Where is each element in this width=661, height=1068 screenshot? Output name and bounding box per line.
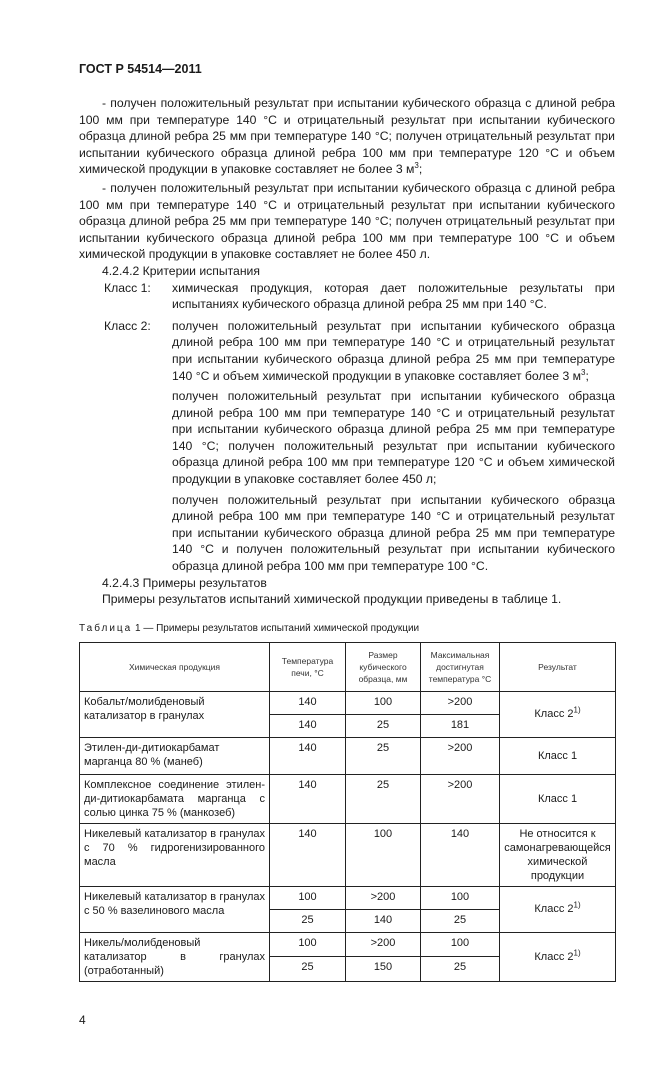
- result-text: Класс 2: [534, 950, 574, 963]
- table-row: [80, 886, 616, 909]
- class-label: Класс 1:: [104, 280, 151, 295]
- text: ;: [585, 368, 589, 383]
- header-cell: Максимальная достигнутая температура °С: [421, 642, 500, 691]
- table-row: [80, 691, 616, 714]
- result-cell: [500, 737, 616, 774]
- caption-word: Таблица: [79, 622, 133, 634]
- oven-temp-cell: 100: [270, 886, 346, 909]
- sample-size-cell: 25: [346, 714, 421, 737]
- product-cell: Этилен-ди-дитиокарбамат марганца 80 % (манеб): [80, 737, 270, 774]
- header-cell: Химическая продукция: [80, 642, 270, 691]
- sample-size-cell: 100: [346, 691, 421, 714]
- result-cell: [500, 932, 616, 981]
- table-row: [80, 737, 616, 774]
- table-row: [80, 823, 616, 886]
- oven-temp-cell: 100: [270, 932, 346, 957]
- max-temp-cell: 100: [421, 886, 500, 909]
- sample-size-cell: 150: [346, 957, 421, 982]
- table-row: [80, 774, 616, 823]
- result-cell: [500, 774, 616, 823]
- superscript: 3: [581, 367, 586, 377]
- max-temp-cell: 25: [421, 909, 500, 932]
- table-row: [80, 932, 616, 957]
- section-heading-4-2-4-2: 4.2.4.2 Критерии испытания: [102, 263, 260, 278]
- result-text: Класс 2: [534, 903, 574, 916]
- max-temp-cell: 181: [421, 714, 500, 737]
- class-text: [172, 318, 615, 384]
- caption-text: 1 — Примеры результатов испытаний химической продукции: [132, 622, 420, 634]
- max-temp-cell: >200: [421, 691, 500, 714]
- paragraph-2: - получен положительный результат при испытании кубического образца с длиной ребра 100 мм при температуре 140 °С и отрицательный результат при испытании кубического образца длиной ребра 25 мм при температуре 140 °С; получен отрицательный результат при испытании кубического образца длиной ребра 100 мм при температуре 100 °С и объем химической продукции в упаковке составляет не более 450 л.: [79, 180, 615, 262]
- class-text: химическая продукция, которая дает положительные результаты при испытаниях кубического образца длиной ребра 25 мм при 140 °С.: [172, 280, 615, 312]
- table-header-row: [80, 642, 616, 691]
- section-heading-4-2-4-3: 4.2.4.3 Примеры результатов: [102, 575, 267, 590]
- oven-temp-cell: 140: [270, 774, 346, 823]
- result-text: Не относится к самонагревающейся химической продукции: [504, 827, 611, 882]
- max-temp-cell: 25: [421, 957, 500, 982]
- max-temp-cell: >200: [421, 774, 500, 823]
- product-cell: Никель/молибденовый катализатор в гранулах (отработанный): [80, 932, 270, 981]
- max-temp-cell: 140: [421, 823, 500, 886]
- oven-temp-cell: 140: [270, 737, 346, 774]
- oven-temp-cell: 140: [270, 823, 346, 886]
- text: ;: [418, 162, 423, 177]
- result-cell: [500, 886, 616, 932]
- class-2-criterion: [79, 318, 615, 384]
- text: - получен положительный результат при испытании кубического образца с длиной ребра 100 мм при температуре 140 °С и отрицательный результат при испытании кубического образца длиной ребра 25 мм при температуре 140 °С; получен отрицательный результат при испытании кубического образца длиной ребра 100 мм при температуре 120 °С и объем химической продукции в упаковке составляет не более 3 м: [79, 96, 615, 177]
- document-header: ГОСТ Р 54514—2011: [79, 62, 202, 76]
- oven-temp-cell: 25: [270, 909, 346, 932]
- class-label: Класс 2:: [104, 318, 151, 333]
- class-2-option-b: получен положительный результат при испытании кубического образца длиной ребра 100 мм при температуре 140 °С и отрицательный результат при испытании кубического образца длиной ребра 25 мм при температуре 140 °С; получен положительный результат при испытании кубического образца длиной ребра 100 мм при температуре 120 °С и объем химической продукции в упаковке составляет более 450 л;: [172, 389, 615, 487]
- product-cell: Кобальт/молибденовый катализатор в гранулах: [80, 691, 270, 737]
- header-cell: Температура печи, °С: [270, 642, 346, 691]
- results-table: [79, 642, 616, 982]
- oven-temp-cell: 140: [270, 691, 346, 714]
- table-caption: [79, 622, 615, 636]
- footnote-ref: 1): [573, 948, 581, 958]
- header-cell: Результат: [500, 642, 616, 691]
- section-text: Примеры результатов испытаний химической продукции приведены в таблице 1.: [102, 592, 562, 607]
- body-text: [79, 95, 615, 608]
- max-temp-cell: >200: [421, 737, 500, 774]
- text: получен положительный результат при испытании кубического образца длиной ребра 100 мм при температуре 140 °С и отрицательный результат при испытании кубического образца длиной ребра 25 мм при температуре 140 °С и объем химической продукции в упаковке составляет более 3 м: [172, 318, 615, 383]
- oven-temp-cell: 25: [270, 957, 346, 982]
- sample-size-cell: 140: [346, 909, 421, 932]
- superscript: 3: [414, 161, 419, 171]
- result-text: Класс 1: [537, 749, 578, 762]
- result-cell: [500, 691, 616, 737]
- max-temp-cell: 100: [421, 932, 500, 957]
- header-cell: Размер кубического образца, мм: [346, 642, 421, 691]
- sample-size-cell: >200: [346, 932, 421, 957]
- sample-size-cell: >200: [346, 886, 421, 909]
- result-cell: [500, 823, 616, 886]
- result-text: Класс 1: [537, 792, 578, 805]
- paragraph-1: [79, 95, 615, 178]
- class-1-criterion: [79, 280, 615, 313]
- page-number: 4: [79, 1012, 86, 1027]
- sample-size-cell: 100: [346, 823, 421, 886]
- product-cell: Комплексное соединение этилен-ди-дитиокарбамата марганца с солью цинка 75 % (манкозеб): [80, 774, 270, 823]
- result-text: Класс 2: [534, 708, 574, 721]
- product-cell: Никелевый катализатор в гранулах с 50 % вазелинового масла: [80, 886, 270, 932]
- footnote-ref: 1): [573, 900, 581, 910]
- sample-size-cell: 25: [346, 774, 421, 823]
- oven-temp-cell: 140: [270, 714, 346, 737]
- sample-size-cell: 25: [346, 737, 421, 774]
- product-cell: Никелевый катализатор в гранулах с 70 % гидрогенизированного масла: [80, 823, 270, 886]
- class-2-option-c: получен положительный результат при испытании кубического образца длиной ребра 100 мм при температуре 140 °С и отрицательный результат при испытании кубического образца длиной ребра 25 мм при температуре 140 °С и получен положительный результат при испытании кубического образца длиной ребра 100 мм при температуре 100 °С.: [172, 492, 615, 574]
- footnote-ref: 1): [573, 705, 581, 715]
